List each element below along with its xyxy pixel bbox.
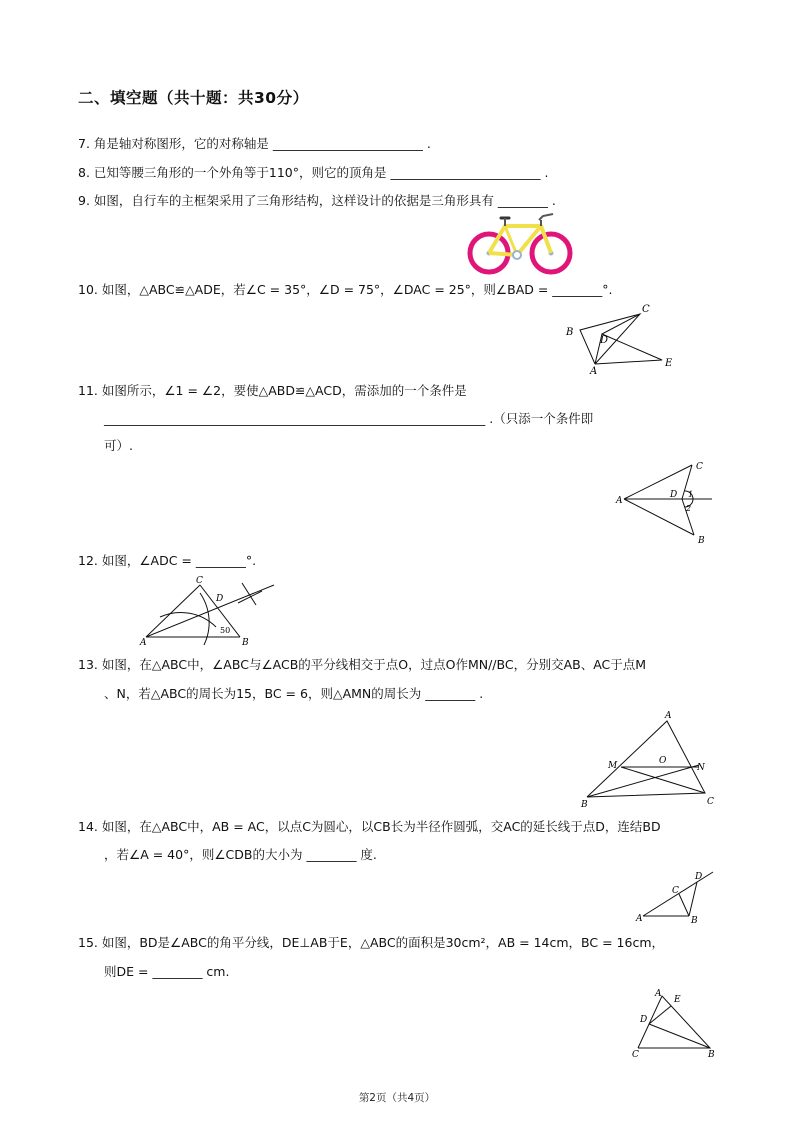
label-b: B bbox=[691, 916, 698, 926]
figure-10 bbox=[562, 300, 682, 376]
bike-handlebar bbox=[539, 214, 553, 220]
figure-13 bbox=[577, 705, 723, 809]
label-o: O bbox=[659, 756, 667, 766]
label-angle-50: 50 bbox=[220, 626, 231, 635]
figure-11 bbox=[614, 455, 720, 547]
label-a: A bbox=[655, 989, 662, 999]
question-13-line2: 、N，若△ABC的周长为15，BC = 6，则△AMN的周长为 ________ . bbox=[104, 686, 484, 701]
label-b: B bbox=[566, 327, 574, 338]
label-b: B bbox=[581, 800, 588, 809]
label-d: D bbox=[640, 1015, 648, 1025]
question-10: 10. 如图，△ABC≌△ADE，若∠C = 35°，∠D = 75°，∠DAC = 25°，则∠BAD = ________°. bbox=[78, 282, 613, 297]
label-c: C bbox=[707, 797, 714, 807]
label-d: D bbox=[600, 335, 609, 346]
question-15-line1: 15. 如图，BD是∠ABC的角平分线，DE⊥AB于E，△ABC的面积是30cm²，AB = 14cm，BC = 16cm， bbox=[78, 935, 665, 950]
page-footer: 第2页（共4页） bbox=[358, 1092, 436, 1104]
label-d: D bbox=[216, 594, 224, 604]
label-e: E bbox=[665, 358, 673, 369]
question-13-line1: 13. 如图，在△ABC中，∠ABC与∠ACB的平分线相交于点O，过点O作MN//BC，分别交AB、AC于点M bbox=[78, 657, 647, 672]
question-12: 12. 如图，∠ADC = ________°. bbox=[78, 553, 257, 568]
label-a: A bbox=[590, 366, 598, 376]
question-15-line2: 则DE = ________ cm. bbox=[104, 964, 230, 979]
figure-12 bbox=[138, 575, 278, 647]
label-n: N bbox=[697, 763, 705, 773]
label-m: M bbox=[608, 761, 618, 771]
label-a: A bbox=[636, 914, 643, 924]
label-b: B bbox=[242, 638, 249, 647]
question-8: 8. 已知等腰三角形的一个外角等于110°，则它的顶角是 ________________________ . bbox=[78, 165, 549, 180]
label-a: A bbox=[140, 638, 147, 647]
question-11-line1: 11. 如图所示，∠1 = ∠2，要使△ABD≌△ACD，需添加的一个条件是 bbox=[78, 383, 467, 398]
label-c: C bbox=[632, 1050, 639, 1060]
label-c: C bbox=[672, 886, 679, 896]
label-a: A bbox=[665, 711, 672, 721]
label-b: B bbox=[708, 1050, 715, 1060]
label-b: B bbox=[698, 536, 705, 546]
question-9: 9. 如图，自行车的主框架采用了三角形结构，这样设计的依据是三角形具有 ________ . bbox=[78, 193, 556, 208]
question-14-line2: ，若∠A = 40°，则∠CDB的大小为 ________ 度. bbox=[104, 847, 377, 862]
figure-15 bbox=[630, 986, 722, 1060]
label-e: E bbox=[674, 995, 681, 1005]
label-c: C bbox=[642, 304, 650, 315]
label-d: D bbox=[695, 872, 703, 882]
question-7: 7. 角是轴对称图形，它的对称轴是 ________________________ . bbox=[78, 136, 431, 151]
question-11-line2: _____________________________________________________________ .（只添一个条件即 bbox=[104, 411, 594, 426]
question-11-line3: 可）. bbox=[104, 438, 133, 453]
figure-14 bbox=[633, 866, 719, 926]
label-angle-1: 1 bbox=[688, 490, 694, 499]
section-title: 二、填空题（共十题：共30分） bbox=[78, 89, 309, 107]
label-d: D bbox=[670, 490, 678, 500]
question-14-line1: 14. 如图，在△ABC中，AB = AC，以点C为圆心，以CB长为半径作圆弧，交AC的延长线于点D，连结BD bbox=[78, 819, 661, 834]
label-c: C bbox=[696, 462, 703, 472]
label-angle-2: 2 bbox=[686, 504, 692, 513]
label-c: C bbox=[196, 576, 203, 586]
bicycle-figure bbox=[465, 208, 577, 276]
label-a: A bbox=[616, 496, 623, 506]
